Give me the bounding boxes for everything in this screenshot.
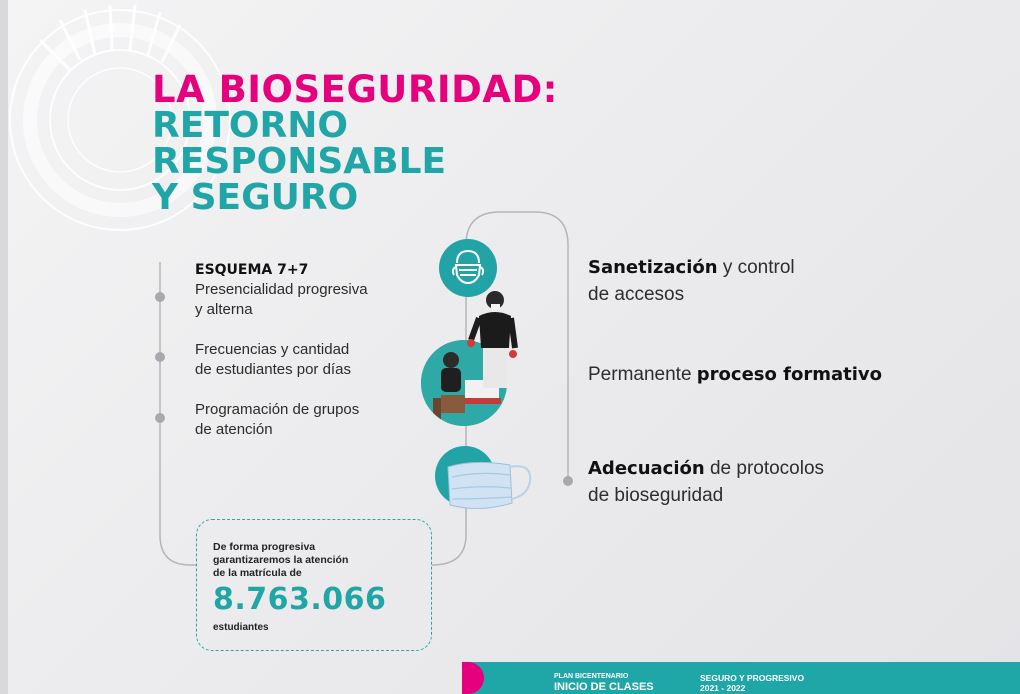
right-item-bold: Adecuación — [588, 458, 705, 479]
surgical-mask-icon — [440, 455, 536, 521]
title-line-4: Y SEGURO — [152, 177, 359, 218]
left-item-text: de estudiantes por días — [195, 361, 351, 378]
timeline-dot-2 — [155, 352, 165, 362]
enrollment-number: 8.763.066 — [213, 582, 387, 617]
footer-plan-small: PLAN BICENTENARIO — [554, 673, 629, 680]
right-item-bold: proceso formativo — [696, 364, 882, 385]
left-item-frecuencias — [195, 340, 351, 380]
footer-bar — [462, 662, 1020, 694]
footer-years: 2021 - 2022 — [700, 683, 746, 693]
right-item-sanetizacion — [588, 254, 795, 308]
title-line-3: RESPONSABLE — [152, 141, 447, 182]
left-item-text: y alterna — [195, 301, 253, 318]
left-item-heading: ESQUEMA 7+7 — [195, 262, 309, 278]
student-figure — [465, 288, 521, 398]
left-item-text: Programación de grupos — [195, 401, 360, 418]
right-item-adecuacion — [588, 455, 824, 509]
left-item-esquema — [195, 260, 368, 320]
right-item-bold: Sanetización — [588, 257, 718, 278]
footer-plan-big: INICIO DE CLASES — [554, 681, 654, 693]
timeline-dot-3 — [155, 413, 165, 423]
right-item-proceso — [588, 361, 882, 388]
callout-line: De forma progresiva — [213, 541, 316, 553]
timeline-dot-right — [563, 476, 573, 486]
callout-text — [213, 541, 413, 580]
right-item-text: Permanente — [588, 364, 697, 385]
left-item-programacion — [195, 400, 359, 440]
right-item-text: y control — [717, 257, 795, 278]
left-item-text: de atención — [195, 421, 273, 438]
enrollment-unit: estudiantes — [213, 622, 269, 633]
enrollment-callout — [196, 519, 432, 651]
footer-accent — [462, 662, 484, 694]
left-item-text: Frecuencias y cantidad — [195, 341, 350, 358]
right-item-text: de protocolos — [704, 458, 825, 479]
callout-line: garantizaremos la atención — [213, 554, 349, 566]
callout-line: de la matrícula de — [213, 567, 302, 579]
footer-motto: SEGURO Y PROGRESIVO — [700, 673, 805, 683]
right-item-text: de bioseguridad — [588, 485, 724, 506]
right-item-text: de accesos — [588, 284, 685, 305]
title-line-1: LA BIOSEGURIDAD: — [152, 68, 558, 111]
left-item-text: Presencialidad progresiva — [195, 281, 368, 298]
timeline-dot-1 — [155, 292, 165, 302]
title-line-2: RETORNO — [152, 105, 348, 146]
